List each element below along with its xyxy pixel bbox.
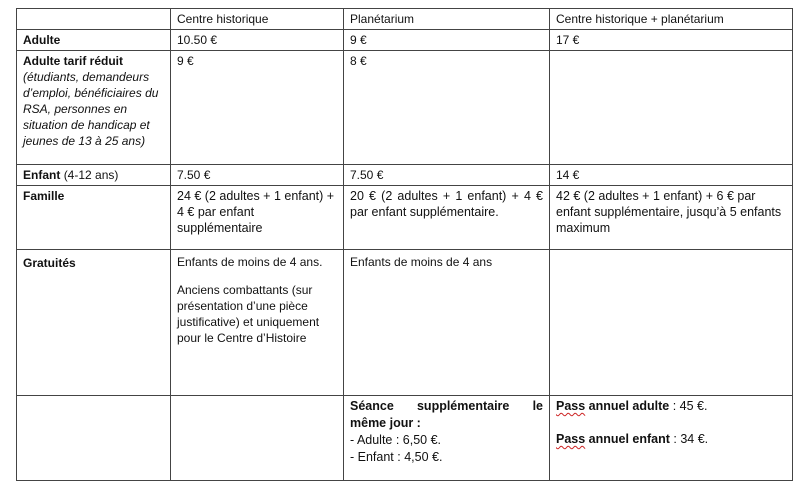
cell-gratuites-centre <box>171 250 344 396</box>
row-label-enfant: Enfant <box>23 168 61 182</box>
row-adulte <box>17 30 793 51</box>
header-empty-cell <box>17 9 171 30</box>
row-reduit <box>17 51 793 165</box>
header-planetarium: Planétarium <box>344 9 550 30</box>
cell-gratuites-combo <box>550 250 793 396</box>
row-label-enfant-cell <box>17 165 171 186</box>
cell-enfant-centre: 7.50 € <box>171 165 344 186</box>
extra-seance-title: Séance supplémentaire le même jour : <box>350 399 543 430</box>
cell-reduit-centre: 9 € <box>171 51 344 165</box>
cell-extra-label <box>17 396 171 481</box>
gratuites-centre-anciens-combattants: Anciens combattants (sur présentation d’une pièce justificative) et uniquement pour le Centre d’Histoire <box>177 283 320 345</box>
header-combo: Centre historique + planétarium <box>550 9 793 30</box>
cell-enfant-combo: 14 € <box>550 165 793 186</box>
row-famille <box>17 186 793 250</box>
cell-adulte-combo: 17 € <box>550 30 793 51</box>
cell-extra-planetarium <box>344 396 550 481</box>
row-label-famille: Famille <box>17 186 171 250</box>
row-label-adulte: Adulte <box>17 30 171 51</box>
pricing-table <box>16 8 793 481</box>
extra-seance-enfant: - Enfant : 4,50 €. <box>350 450 443 464</box>
pass-adulte-label: annuel adulte <box>585 399 670 413</box>
cell-gratuites-planetarium: Enfants de moins de 4 ans <box>344 250 550 396</box>
cell-famille-planetarium: 20 € (2 adultes + 1 enfant) + 4 € par enfant supplémentaire. <box>344 186 550 250</box>
cell-reduit-combo <box>550 51 793 165</box>
pass-enfant-value: : 34 €. <box>669 432 709 446</box>
cell-extra-centre <box>171 396 344 481</box>
pass-adulte-value: : 45 €. <box>669 399 708 413</box>
cell-extra-combo <box>550 396 793 481</box>
cell-reduit-planetarium: 8 € <box>344 51 550 165</box>
row-extra <box>17 396 793 481</box>
row-label-gratuites: Gratuités <box>17 250 171 396</box>
pass-enfant-line <box>556 431 786 448</box>
pass-enfant-word: Pass <box>556 432 586 446</box>
row-label-enfant-note: (4-12 ans) <box>63 168 119 182</box>
extra-seance-adulte: - Adulte : 6,50 €. <box>350 433 442 447</box>
cell-famille-combo: 42 € (2 adultes + 1 enfant) + 6 € par enfant supplémentaire, jusqu’à 5 enfants maximum <box>550 186 793 250</box>
cell-adulte-centre: 10.50 € <box>171 30 344 51</box>
header-centre-historique: Centre historique <box>171 9 344 30</box>
pass-spacer <box>556 415 786 431</box>
row-gratuites <box>17 250 793 396</box>
header-row <box>17 9 793 30</box>
cell-famille-centre: 24 € (2 adultes + 1 enfant) + 4 € par enfant supplémentaire <box>171 186 344 250</box>
gratuites-centre-enfants: Enfants de moins de 4 ans. <box>177 255 323 269</box>
cell-adulte-planetarium: 9 € <box>344 30 550 51</box>
row-label-reduit-cell <box>17 51 171 165</box>
pass-adulte-word: Pass <box>556 399 586 413</box>
row-label-reduit-note: (étudiants, demandeurs d’emploi, bénéficiaires du RSA, personnes en situation de handicap et jeunes de 13 à 25 ans) <box>23 70 159 148</box>
pass-adulte-line <box>556 398 786 415</box>
cell-enfant-planetarium: 7.50 € <box>344 165 550 186</box>
row-label-reduit: Adulte tarif réduit <box>23 54 124 68</box>
pass-enfant-label: annuel enfant <box>585 432 670 446</box>
row-enfant <box>17 165 793 186</box>
